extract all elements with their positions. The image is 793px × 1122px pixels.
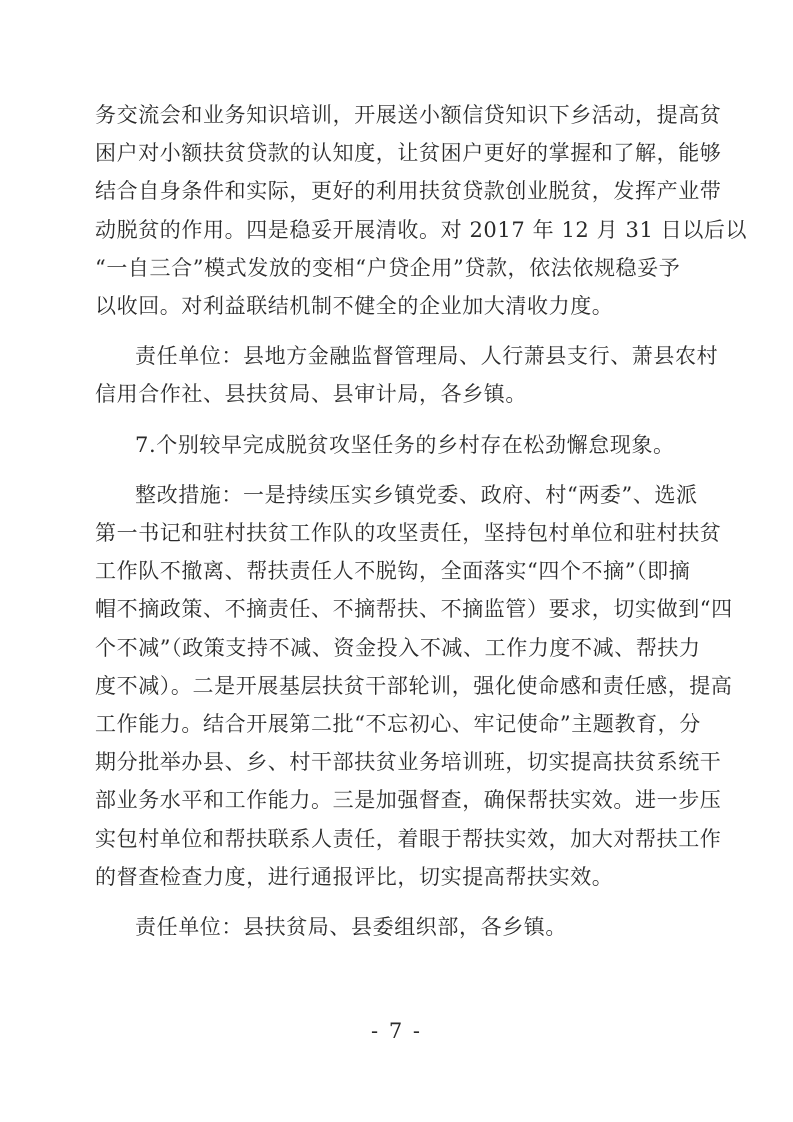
responsible-units-label: 责任单位：县地方金融监督管理局、人行萧县支行、萧县农村	[135, 344, 719, 369]
text-line: 结合自身条件和实际，更好的利用扶贫贷款创业脱贫，发挥产业带	[95, 179, 722, 204]
text-line: 度不减）。二是开展基层扶贫干部轮训，强化使命感和责任感，提高	[95, 673, 733, 698]
issue-heading: 7.个别较早完成脱贫攻坚任务的乡村存在松劲懈怠现象。	[135, 432, 675, 457]
text-line: 以收回。对利益联结机制不健全的企业加大清收力度。	[95, 294, 614, 318]
responsible-units-label: 责任单位：县扶贫局、县委组织部，各乡镇。	[135, 915, 567, 939]
rectification-measures: 整改措施：一是持续压实乡镇党委、政府、村“两委”、选派	[135, 482, 698, 507]
text-line: 信用合作社、县扶贫局、县审计局，各乡镇。	[95, 382, 527, 407]
text-line: 实包村单位和帮扶联系人责任，着眼于帮扶实效，加大对帮扶工作	[95, 826, 722, 851]
text-line: 部业务水平和工作能力。三是加强督查，确保帮扶实效。进一步压	[95, 788, 722, 813]
page-number: - 7 -	[371, 1019, 422, 1043]
text-line: 第一书记和驻村扶贫工作队的攻坚责任，坚持包村单位和驻村扶贫	[95, 521, 722, 545]
text-line: 帽不摘政策、不摘责任、不摘帮扶、不摘监管）要求，切实做到“四	[95, 597, 733, 622]
text-line: 工作能力。结合开展第二批“不忘初心、牢记使命”主题教育，分	[95, 712, 701, 736]
text-line: 工作队不撤离、帮扶责任人不脱钩，全面落实“四个不摘”（即摘	[95, 559, 691, 584]
text-line: 的督查检查力度，进行通报评比，切实提高帮扶实效。	[95, 864, 614, 889]
text-line: “一自三合”模式发放的变相“户贷企用”贷款，依法依规稳妥予	[95, 255, 681, 280]
text-line: 困户对小额扶贫贷款的认知度，让贫困户更好的掌握和了解，能够	[95, 141, 722, 166]
text-line: 动脱贫的作用。四是稳妥开展清收。对 2017 年 12 月 31 日以后以	[95, 217, 748, 242]
text-line: 个不减”（政策支持不减、资金投入不减、工作力度不减、帮扶力	[95, 635, 701, 660]
text-line: 务交流会和业务知识培训，开展送小额信贷知识下乡活动，提高贫	[95, 103, 722, 127]
text-line: 期分批举办县、乡、村干部扶贫业务培训班，切实提高扶贫系统干	[95, 750, 722, 775]
